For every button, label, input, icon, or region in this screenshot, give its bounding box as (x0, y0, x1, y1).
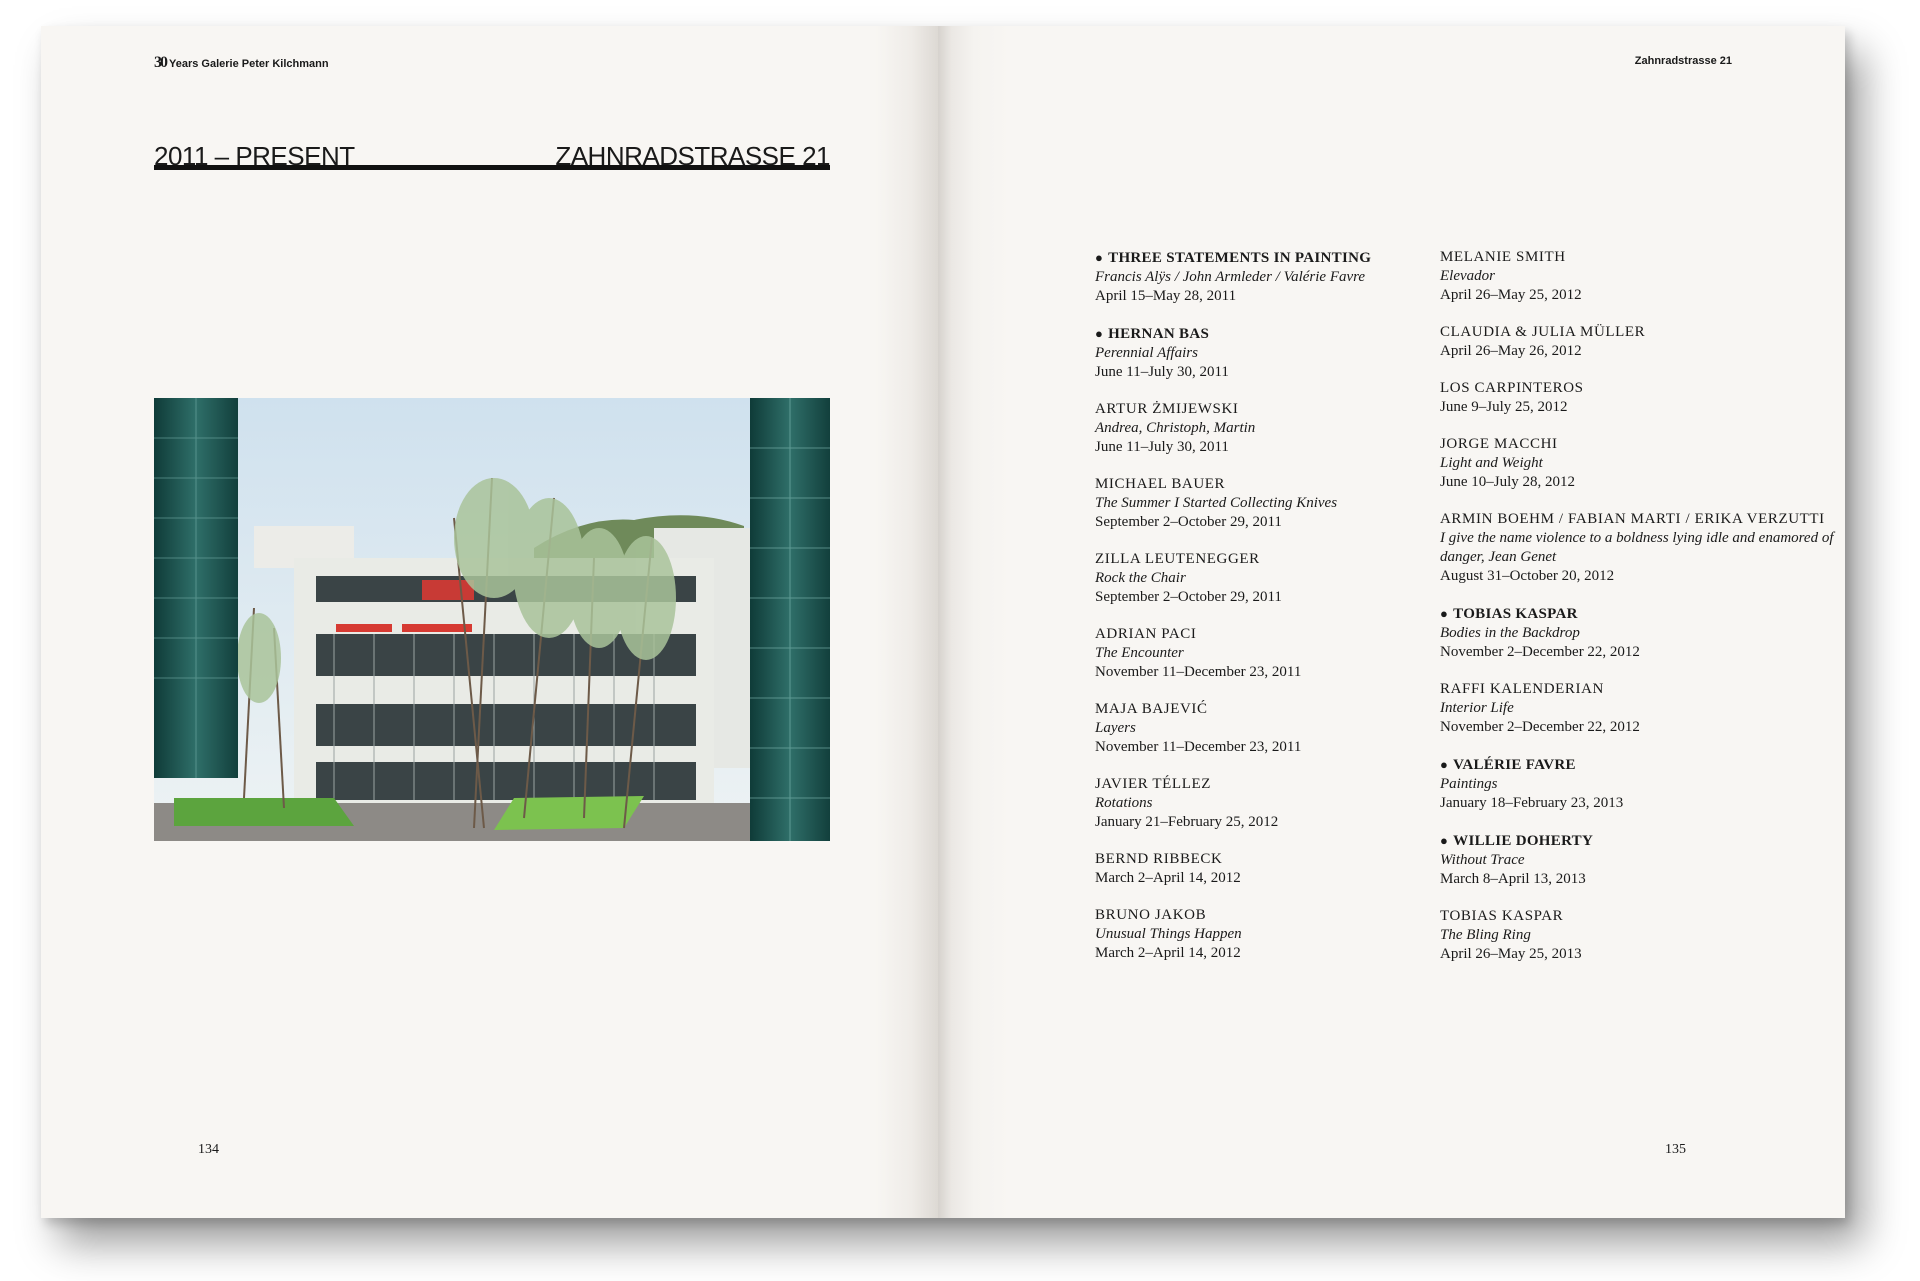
exhibition-title: The Encounter (1095, 645, 1184, 661)
exhibition-dates: March 8–April 13, 2013 (1440, 871, 1586, 887)
exhibition-artist-name: ADRIAN PACI (1095, 626, 1197, 642)
exhibition-entry (1440, 248, 1845, 305)
exhibition-entry (1095, 550, 1371, 607)
exhibition-entry (1440, 435, 1845, 492)
exhibition-entry (1095, 850, 1371, 888)
exhibition-artist-name: TOBIAS KASPAR (1453, 606, 1578, 622)
exhibition-title: The Summer I Started Collecting Knives (1095, 495, 1338, 511)
page-number-right: 135 (1665, 1142, 1686, 1157)
exhibition-entry (1440, 604, 1845, 662)
exhibition-dates: June 9–July 25, 2012 (1440, 399, 1568, 415)
exhibition-artist (1440, 604, 1845, 624)
exhibition-artist-name: RAFFI KALENDERIAN (1440, 681, 1604, 697)
exhibition-dates: April 26–May 25, 2013 (1440, 946, 1582, 962)
featured-bullet-icon: ● (1440, 606, 1449, 621)
exhibition-artist (1095, 906, 1371, 925)
exhibition-artist (1440, 510, 1845, 529)
exhibition-entry (1095, 400, 1371, 457)
exhibition-dates: January 21–February 25, 2012 (1095, 814, 1279, 830)
thirty-years-mark: 30 (154, 54, 166, 71)
exhibition-artist-name: MAJA BAJEVIĆ (1095, 701, 1208, 717)
exhibition-entry (1095, 324, 1371, 382)
exhibition-artist (1095, 324, 1371, 344)
exhibition-entry (1095, 625, 1371, 682)
exhibition-dates: April 26–May 26, 2012 (1440, 343, 1582, 359)
exhibition-entry (1095, 906, 1371, 963)
exhibition-entry (1440, 907, 1845, 964)
exhibition-dates: April 15–May 28, 2011 (1095, 288, 1237, 304)
exhibition-entry (1440, 831, 1845, 889)
exhibition-dates: June 10–July 28, 2012 (1440, 474, 1575, 490)
exhibition-artist-name: MICHAEL BAUER (1095, 476, 1226, 492)
exhibition-dates: November 11–December 23, 2011 (1095, 664, 1302, 680)
exhibition-entry (1440, 323, 1845, 361)
featured-bullet-icon: ● (1095, 326, 1104, 341)
exhibition-title: Light and Weight (1440, 455, 1543, 471)
exhibition-title: Bodies in the Backdrop (1440, 625, 1580, 641)
exhibition-artist (1095, 475, 1371, 494)
exhibition-title: Andrea, Christoph, Martin (1095, 420, 1256, 436)
exhibition-column-1 (1095, 248, 1371, 981)
exhibition-dates: June 11–July 30, 2011 (1095, 364, 1229, 380)
featured-bullet-icon: ● (1440, 757, 1449, 772)
exhibition-entry (1095, 700, 1371, 757)
featured-bullet-icon: ● (1440, 833, 1449, 848)
exhibition-artist (1440, 435, 1845, 454)
exhibition-artist-name: BRUNO JAKOB (1095, 907, 1207, 923)
left-page (41, 26, 938, 1218)
exhibition-dates: March 2–April 14, 2012 (1095, 870, 1241, 886)
exhibition-artist-name: HERNAN BAS (1108, 326, 1210, 342)
exhibition-dates: June 11–July 30, 2011 (1095, 439, 1229, 455)
exhibition-artist-name: VALÉRIE FAVRE (1453, 757, 1576, 773)
exhibition-artist-name: JORGE MACCHI (1440, 436, 1558, 452)
exhibition-entry (1095, 775, 1371, 832)
exhibition-artist (1440, 680, 1845, 699)
exhibition-artist (1095, 700, 1371, 719)
exhibition-artist (1095, 625, 1371, 644)
exhibition-column-2 (1440, 248, 1845, 982)
exhibition-artist-name: ARTUR ŻMIJEWSKI (1095, 401, 1239, 417)
exhibition-entry (1440, 379, 1845, 417)
right-page (938, 26, 1845, 1218)
exhibition-artist (1440, 907, 1845, 926)
section-heading-address: ZAHNRADSTRASSE 21 (555, 141, 830, 171)
exhibition-artist-name: ARMIN BOEHM / FABIAN MARTI / ERIKA VERZUTTI (1440, 511, 1825, 527)
exhibition-title: Interior Life (1440, 700, 1514, 716)
section-heading-period: 2011 – PRESENT (154, 141, 355, 171)
exhibition-title: Francis Alÿs / John Armleder / Valérie Favre (1095, 269, 1366, 285)
exhibition-dates: April 26–May 25, 2012 (1440, 287, 1582, 303)
book-spread (41, 26, 1845, 1218)
exhibition-dates: September 2–October 29, 2011 (1095, 514, 1282, 530)
running-header-left (154, 54, 329, 72)
exhibition-artist-name: MELANIE SMITH (1440, 249, 1566, 265)
exhibition-title: Without Trace (1440, 852, 1525, 868)
exhibition-dates: January 18–February 23, 2013 (1440, 795, 1624, 811)
exhibition-artist (1095, 550, 1371, 569)
building-illustration (154, 398, 830, 841)
exhibition-entry (1440, 510, 1845, 586)
exhibition-title: Rotations (1095, 795, 1153, 811)
exhibition-artist-name: WILLIE DOHERTY (1453, 833, 1594, 849)
exhibition-entry (1440, 755, 1845, 813)
exhibition-artist-name: ZILLA LEUTENEGGER (1095, 551, 1260, 567)
section-heading (154, 134, 830, 170)
exhibition-artist (1095, 775, 1371, 794)
exhibition-artist-name: JAVIER TÉLLEZ (1095, 776, 1211, 792)
exhibition-artist (1440, 831, 1845, 851)
exhibition-artist (1095, 400, 1371, 419)
exhibition-dates: March 2–April 14, 2012 (1095, 945, 1241, 961)
exhibition-title: Layers (1095, 720, 1136, 736)
exhibition-title: Unusual Things Happen (1095, 926, 1242, 942)
exhibition-title: Perennial Affairs (1095, 345, 1198, 361)
exhibition-artist (1440, 755, 1845, 775)
page-number-left: 134 (198, 1142, 219, 1157)
exhibition-title: I give the name violence to a boldness lying idle and enamored of danger, Jean Genet (1440, 530, 1834, 565)
exhibition-artist-name: TOBIAS KASPAR (1440, 908, 1564, 924)
exhibition-title: Rock the Chair (1095, 570, 1186, 586)
exhibition-artist-name: THREE STATEMENTS IN PAINTING (1108, 250, 1372, 266)
exhibition-entry (1095, 248, 1371, 306)
exhibition-title: Elevador (1440, 268, 1495, 284)
exhibition-entry (1440, 680, 1845, 737)
exhibition-artist (1440, 323, 1845, 342)
exhibition-artist-name: LOS CARPINTEROS (1440, 380, 1584, 396)
running-header-left-text: Years Galerie Peter Kilchmann (169, 58, 329, 70)
exhibition-artist (1095, 850, 1371, 869)
gallery-building-photo (154, 398, 830, 841)
exhibition-dates: August 31–October 20, 2012 (1440, 568, 1615, 584)
exhibition-artist-name: CLAUDIA & JULIA MÜLLER (1440, 324, 1646, 340)
exhibition-title: Paintings (1440, 776, 1498, 792)
exhibition-dates: November 2–December 22, 2012 (1440, 719, 1640, 735)
exhibition-artist (1440, 248, 1845, 267)
exhibition-dates: September 2–October 29, 2011 (1095, 589, 1282, 605)
exhibition-artist (1440, 379, 1845, 398)
exhibition-artist (1095, 248, 1371, 268)
exhibition-artist-name: BERND RIBBECK (1095, 851, 1223, 867)
exhibition-entry (1095, 475, 1371, 532)
exhibition-dates: November 2–December 22, 2012 (1440, 644, 1640, 660)
exhibition-dates: November 11–December 23, 2011 (1095, 739, 1302, 755)
running-header-right: Zahnradstrasse 21 (1634, 55, 1732, 67)
exhibition-title: The Bling Ring (1440, 927, 1531, 943)
featured-bullet-icon: ● (1095, 250, 1104, 265)
